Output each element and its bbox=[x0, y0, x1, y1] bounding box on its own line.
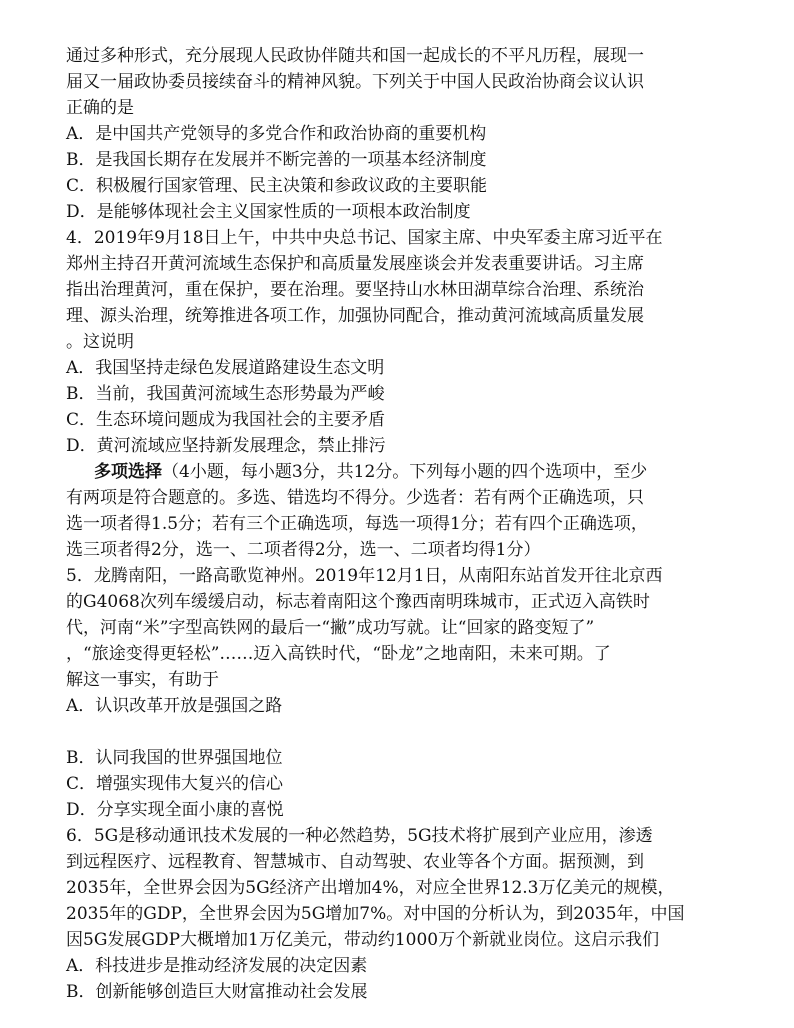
q6-option-b: B．创新能够创造巨大财富推动社会发展 bbox=[66, 982, 368, 1002]
q5-option-d: D．分享实现全面小康的喜悦 bbox=[66, 800, 284, 820]
section-instructions: （4小题，每小题3分，共12分。下列每小题的四个选项中，至少 bbox=[162, 462, 648, 482]
q3-option-b: B．是我国长期存在发展并不断完善的一项基本经济制度 bbox=[66, 150, 487, 170]
q6-option-a: A．科技进步是推动经济发展的决定因素 bbox=[66, 956, 368, 976]
q3-option-a: A．是中国共产党领导的多党合作和政治协商的重要机构 bbox=[66, 124, 487, 144]
q4-stem-line: 指出治理黄河，重在保护，要在治理。要坚持山水林田湖草综合治理、系统治 bbox=[66, 280, 644, 300]
section-title: 多项选择 bbox=[94, 462, 162, 482]
q4-stem-line: 。这说明 bbox=[66, 332, 134, 352]
q4-stem-line: 郑州主持召开黄河流域生态保护和高质量发展座谈会并发表重要讲话。习主席 bbox=[66, 254, 644, 274]
q3-option-c: C．积极履行国家管理、民主决策和参政议政的主要职能 bbox=[66, 176, 488, 196]
q6-stem-line: 6．5G是移动通讯技术发展的一种必然趋势，5G技术将扩展到产业应用，渗透 bbox=[66, 826, 653, 846]
q3-option-d: D．是能够体现社会主义国家性质的一项根本政治制度 bbox=[66, 202, 471, 222]
q5-stem-line: 解这一事实，有助于 bbox=[66, 670, 219, 690]
q5-option-a: A．认识改革开放是强国之路 bbox=[66, 696, 283, 716]
q5-stem-line: 5．龙腾南阳，一路高歌览神州。2019年12月1日，从南阳东站首发开往北京西 bbox=[66, 566, 663, 586]
q4-stem-line: 4．2019年9月18日上午，中共中央总书记、国家主席、中央军委主席习近平在 bbox=[66, 228, 663, 248]
q3-stem-line: 通过多种形式，充分展现人民政协伴随共和国一起成长的不平凡历程，展现一 bbox=[66, 46, 644, 66]
q5-option-b: B．认同我国的世界强国地位 bbox=[66, 748, 283, 768]
q5-option-c: C．增强实现伟大复兴的信心 bbox=[66, 774, 284, 794]
q4-option-d: D．黄河流域应坚持新发展理念，禁止排污 bbox=[66, 436, 386, 456]
q6-stem-line: 2035年的GDP，全世界会因为5G增加7%。对中国的分析认为，到2035年，中国 bbox=[66, 904, 685, 924]
q4-option-b: B．当前，我国黄河流域生态形势最为严峻 bbox=[66, 384, 385, 404]
section-instructions-line: 选一项者得1.5分；若有三个正确选项，每选一项得1分；若有四个正确选项， bbox=[66, 514, 648, 534]
q6-stem-line: 因5G发展GDP大概增加1万亿美元，带动约1000万个新就业岗位。这启示我们 bbox=[66, 930, 660, 950]
q5-stem-line: 代，河南“米”字型高铁网的最后一“撇”成功写就。让“回家的路变短了” bbox=[66, 618, 595, 638]
q3-stem-line: 届又一届政协委员接续奋斗的精神风貌。下列关于中国人民政治协商会议认识 bbox=[66, 72, 644, 92]
q3-stem-line: 正确的是 bbox=[66, 98, 134, 118]
q4-stem-line: 理、源头治理，统筹推进各项工作，加强协同配合，推动黄河流域高质量发展 bbox=[66, 306, 644, 326]
section-instructions-line: 选三项者得2分，选一、二项者得2分，选一、二项者均得1分） bbox=[66, 540, 541, 560]
q4-option-c: C．生态环境问题成为我国社会的主要矛盾 bbox=[66, 410, 386, 430]
section-header bbox=[94, 459, 746, 485]
section-instructions-line: 有两项是符合题意的。多选、错选均不得分。少选者：若有两个正确选项，只 bbox=[66, 488, 644, 508]
q5-stem-line: 的G4068次列车缓缓启动，标志着南阳这个豫西南明珠城市，正式迈入高铁时 bbox=[66, 592, 650, 612]
q6-stem-line: 2035年，全世界会因为5G经济产出增加4%，对应全世界12.3万亿美元的规模， bbox=[66, 878, 675, 898]
q5-stem-line: ，“旅途变得更轻松”……迈入高铁时代，“卧龙”之地南阳，未来可期。了 bbox=[66, 644, 611, 664]
q4-option-a: A．我国坚持走绿色发展道路建设生态文明 bbox=[66, 358, 385, 378]
q6-stem-line: 到远程医疗、远程教育、智慧城市、自动驾驶、农业等各个方面。据预测，到 bbox=[66, 852, 644, 872]
